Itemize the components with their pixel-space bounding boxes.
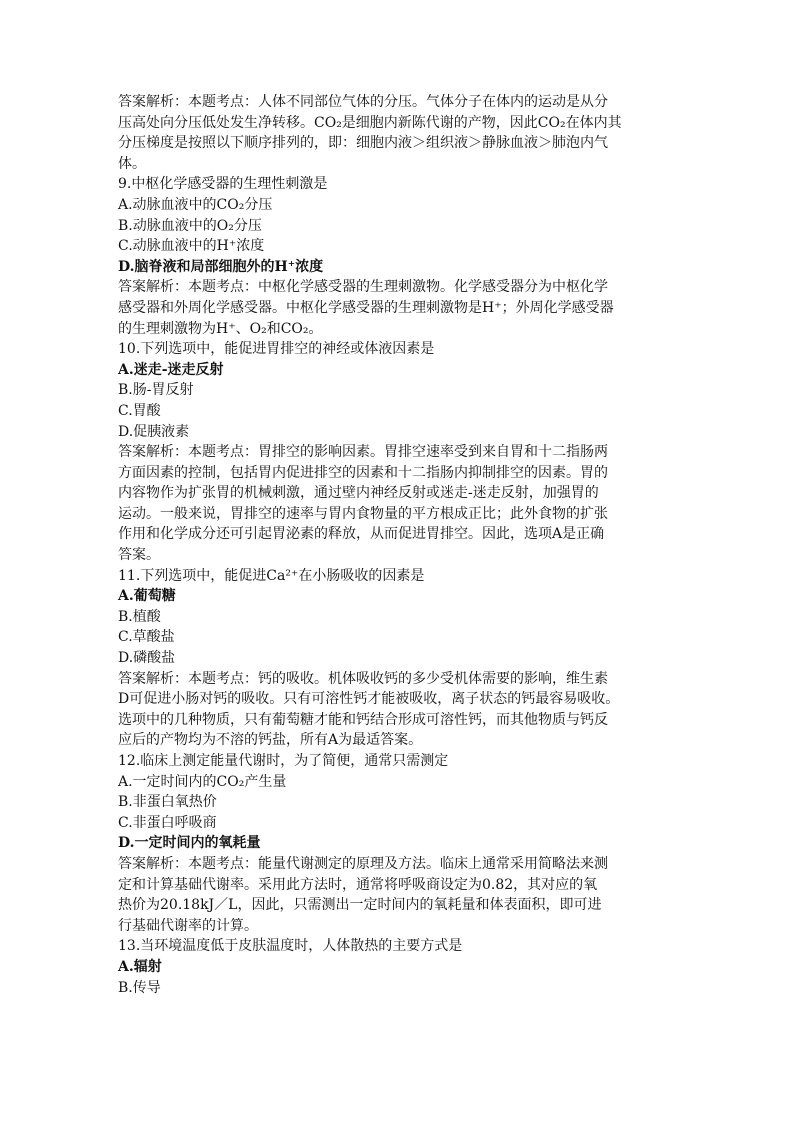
question-block [118,936,678,957]
question-block [118,339,678,360]
option-item: C.非蛋白呼吸商 [118,814,217,831]
option-block [118,422,678,443]
option-block [118,195,678,216]
option-item: B.非蛋白氧热价 [118,794,217,811]
option-item: A.动脉血液中的CO₂分压 [118,196,273,213]
option-block [118,380,678,401]
explanation-line: 答案解析：本题考点：能量代谢测定的原理及方法。临床上通常采用简略法来测 [118,855,608,872]
explanation-line: 答案解析：本题考点：钙的吸收。机体吸收钙的多少受机体需要的影响，维生素 [118,670,608,687]
option-item: B.传导 [118,979,161,996]
question-stem: 12.临床上测定能量代谢时，为了简便，通常只需测定 [118,753,449,769]
explanation-line: 方面因素的控制，包括胃内促进排空的因素和十二指肠内抑制排空的因素。胃的 [118,464,608,481]
answer-explanation [118,92,678,174]
explanation-line: 的生理刺激物为H⁺、O₂和CO₂。 [118,320,323,337]
question-block [118,566,678,587]
option-block [118,792,678,813]
answer-explanation [118,277,678,339]
explanation-line: 内容物作为扩张胃的机械刺激，通过壁内神经反射或迷走-迷走反射，加强胃的 [118,485,599,502]
explanation-line: 压高处向分压低处发生净转移。CO₂是细胞内新陈代谢的产物，因此CO₂在体内其 [118,114,622,131]
correct-option: A.辐射 [118,958,162,975]
explanation-line: 答案解析：本题考点：人体不同部位气体的分压。气体分子在体内的运动是从分 [118,94,608,110]
answer-block [118,586,678,607]
explanation-line: 行基础代谢率的计算。 [118,917,258,934]
option-item: B.动脉血液中的O₂分压 [118,217,262,234]
explanation-line: 答案解析：本题考点：中枢化学感受器的生理刺激物。化学感受器分为中枢化学 [118,279,608,296]
question-stem: 9.中枢化学感受器的生理性刺激是 [118,176,328,193]
option-block [118,813,678,834]
answer-block [118,360,678,381]
explanation-line: 答案。 [118,547,160,564]
answer-block [118,833,678,854]
option-block [118,648,678,669]
option-block [118,772,678,793]
answer-block [118,257,678,278]
option-item: C.动脉血液中的H⁺浓度 [118,238,265,255]
option-block [118,607,678,628]
correct-option: D.一定时间内的氧耗量 [118,835,261,852]
correct-option: A.葡萄糖 [118,588,176,605]
explanation-line: 作用和化学成分还可引起胃泌素的释放，从而促进胃排空。因此，选项A是正确 [118,526,605,543]
option-item: B.植酸 [118,608,161,625]
option-item: B.肠-胃反射 [118,382,194,399]
option-item: D.磷酸盐 [118,650,176,667]
explanation-line: 答案解析：本题考点：胃排空的影响因素。胃排空速率受到来自胃和十二指肠两 [118,444,608,461]
question-stem: 11.下列选项中，能促进Ca²⁺在小肠吸收的因素是 [118,567,425,584]
explanation-line: 定和计算基础代谢率。采用此方法时，通常将呼吸商设定为0.82，其对应的氧 [118,876,598,893]
explanation-line: D可促进小肠对钙的吸收。只有可溶性钙才能被吸收，离子状态的钙最容易吸收。 [118,691,620,708]
explanation-line: 应后的产物均为不溶的钙盐，所有A为最适答案。 [118,732,423,749]
correct-option: A.迷走-迷走反射 [118,361,224,378]
option-item: C.胃酸 [118,402,161,419]
explanation-line: 运动。一般来说，胃排空的速率与胃内食物量的平方根成正比；此外食物的扩张 [118,505,608,522]
option-block [118,216,678,237]
answer-block [118,957,678,978]
document-page [118,92,678,998]
option-block [118,978,678,999]
correct-option: D.脑脊液和局部细胞外的H⁺浓度 [118,258,324,275]
option-item: A.一定时间内的CO₂产生量 [118,773,287,790]
question-stem: 13.当环境温度低于皮肤温度时，人体散热的主要方式是 [118,938,463,955]
question-block [118,751,678,772]
question-stem: 10.下列选项中，能促进胃排空的神经或体液因素是 [118,341,435,358]
option-block [118,627,678,648]
option-block [118,236,678,257]
explanation-line: 体。 [118,155,146,172]
explanation-line: 感受器和外周化学感受器。中枢化学感受器的生理刺激物是H⁺；外周化学感受器 [118,299,614,316]
answer-explanation [118,442,678,566]
option-item: D.促胰液素 [118,423,190,440]
answer-explanation [118,854,678,936]
answer-explanation [118,669,678,751]
explanation-line: 分压梯度是按照以下顺序排列的，即：细胞内液＞组织液＞静脉血液＞肺泡内气 [118,135,608,152]
option-item: C.草酸盐 [118,629,175,646]
explanation-line: 选项中的几种物质，只有葡萄糖才能和钙结合形成可溶性钙，而其他物质与钙反 [118,711,608,728]
question-block [118,174,678,195]
option-block [118,401,678,422]
explanation-line: 热价为20.18kJ／L，因此，只需测出一定时间内的氧耗量和体表面积，即可进 [118,897,602,914]
